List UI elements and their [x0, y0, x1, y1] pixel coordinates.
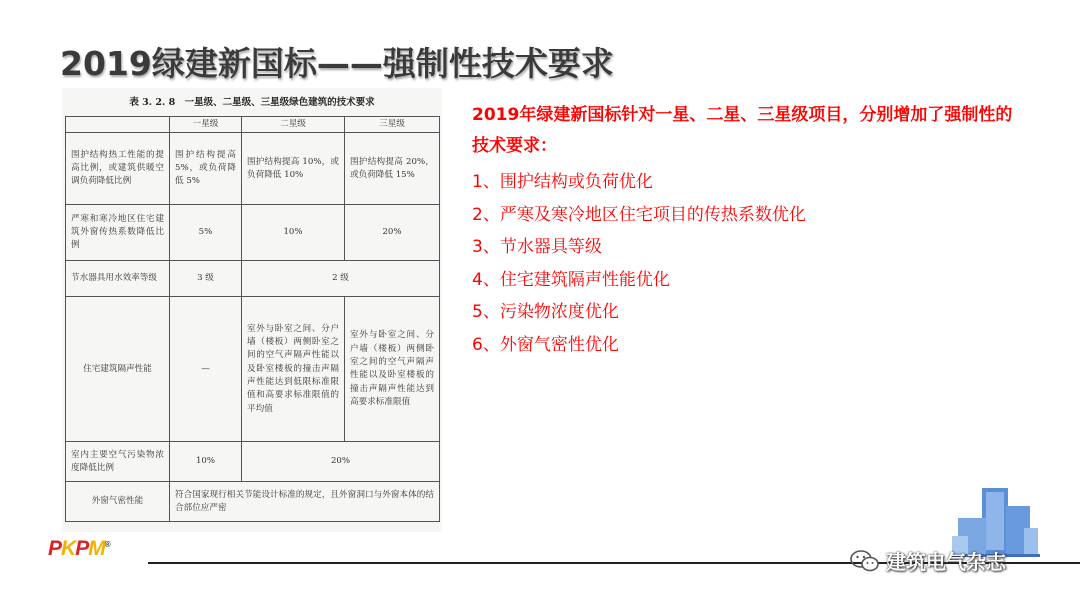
table-cell: 室外与卧室之间、分户墙（楼板）两侧卧室之间的空气声隔声性能以及卧室楼板的撞击声隔声性能达到低限标准限值和高要求标准限值的平均值	[242, 297, 345, 442]
watermark	[850, 546, 1006, 575]
table-cell: 20%	[242, 442, 440, 482]
standard-table-image	[62, 88, 442, 532]
watermark-text: 建筑电气杂志	[886, 550, 1006, 574]
table-cell: 20%	[345, 205, 440, 261]
table-header-row	[66, 117, 440, 133]
table-row	[66, 297, 440, 442]
wechat-icon	[850, 549, 880, 573]
list-item: 3、节水器具等级	[472, 237, 602, 257]
row-label: 住宅建筑隔声性能	[66, 297, 170, 442]
table-cell: 5%	[170, 205, 242, 261]
table-row	[66, 442, 440, 482]
requirements-heading: 2019年绿建新国标针对一星、二星、三星级项目，分别增加了强制性的技术要求：	[472, 105, 1013, 156]
table-caption: 表 3. 2. 8 一星级、二星级、三星级绿色建筑的技术要求	[129, 97, 375, 108]
table-cell: 3 级	[170, 261, 242, 297]
table-cell: 符合国家现行相关节能设计标准的规定，且外窗洞口与外窗本体的结合部位应严密	[170, 482, 440, 522]
table-cell: 室外与卧室之间、分户墙（楼板）两侧卧室之间的空气声隔声性能以及卧室楼板的撞击声隔声性能达到高要求标准限值	[345, 297, 440, 442]
row-label: 围护结构热工性能的提高比例，或建筑供暖空调负荷降低比例	[66, 133, 170, 205]
table-row	[66, 261, 440, 297]
requirements-table	[65, 116, 440, 522]
row-label: 严寒和寒冷地区住宅建筑外窗传热系数降低比例	[66, 205, 170, 261]
table-header-cell: 二星级	[242, 117, 345, 133]
table-cell: 10%	[242, 205, 345, 261]
row-label: 室内主要空气污染物浓度降低比例	[66, 442, 170, 482]
table-row	[66, 205, 440, 261]
requirements-list	[472, 166, 806, 361]
row-label: 节水器具用水效率等级	[66, 261, 170, 297]
table-cell: 围护结构提高 10%，或负荷降低 10%	[242, 133, 345, 205]
table-cell: —	[170, 297, 242, 442]
table-cell: 围护结构提高 20%，或负荷降低 15%	[345, 133, 440, 205]
pkpm-logo: PKPM®	[48, 537, 110, 560]
list-item: 6、外窗气密性优化	[472, 334, 619, 355]
list-item: 1、围护结构或负荷优化	[472, 172, 653, 192]
table-row	[66, 482, 440, 522]
table-header-cell: 三星级	[345, 117, 440, 133]
list-item: 5、污染物浓度优化	[472, 302, 619, 322]
row-label: 外窗气密性能	[66, 482, 170, 522]
table-header-cell: 一星级	[170, 117, 242, 133]
table-cell: 10%	[170, 442, 242, 482]
table-header-cell	[66, 117, 170, 133]
slide-title: 2019绿建新国标——强制性技术要求	[60, 44, 614, 83]
table-cell: 2 级	[242, 261, 440, 297]
list-item: 4、住宅建筑隔声性能优化	[472, 269, 670, 290]
table-cell: 围护结构提高 5%，或负荷降低 5%	[170, 133, 242, 205]
list-item: 2、严寒及寒冷地区住宅项目的传热系数优化	[472, 204, 806, 225]
table-row	[66, 133, 440, 205]
